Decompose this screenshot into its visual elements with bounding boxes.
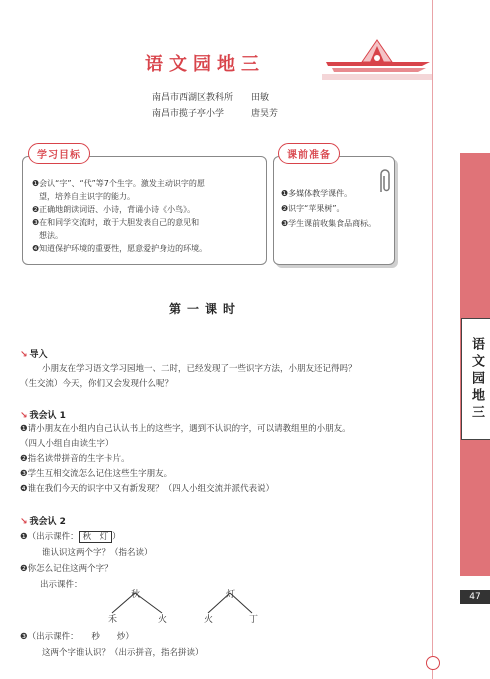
tree-char: 火	[158, 615, 168, 625]
intro-line: 小朋友在学习语文学习园地一、二时，已经发现了一些识字方法，小朋友还记得吗？	[42, 364, 357, 374]
section-heading-intro	[20, 347, 48, 360]
section-heading-text: 我会认 2	[29, 517, 66, 527]
s2-prefix: ❶（出示课件：	[20, 532, 79, 542]
arrow-icon: ↘	[20, 411, 28, 421]
tree-char: 灯	[226, 590, 236, 600]
s2-line-3: ❷你怎么记住这两个字？	[20, 564, 113, 574]
prep-item: ❷识字“苹果树”。	[281, 204, 345, 213]
goal-item: 望，培养自主识字的能力。	[39, 192, 135, 201]
s1-line: ❹谁在我们今天的识字中又有新发现？（四人小组交流并派代表说）	[20, 484, 275, 494]
section-heading-text: 导入	[29, 350, 48, 360]
side-tab-label: 语文园地三	[461, 318, 490, 440]
tree-char: 秋	[131, 590, 141, 600]
goal-item: ❸在和同学交流时，敢于大胆发表自己的意见和	[32, 218, 200, 227]
s2-line-1	[20, 530, 121, 544]
s2-suffix: ）	[112, 532, 121, 542]
s1-line: ❷指名读带拼音的生字卡片。	[20, 454, 130, 464]
section-heading-text: 我会认 1	[29, 411, 66, 421]
paperclip-icon	[375, 168, 393, 194]
s1-line: ❸学生互相交流怎么记住这些生字朋友。	[20, 469, 173, 479]
goal-item: ❹知道保护环境的重要性，愿意爱护身边的环境。	[32, 244, 208, 253]
arrow-icon: ↘	[20, 350, 28, 360]
section-heading-s1	[20, 408, 66, 421]
goal-item: ❷正确地朗读词语、小诗，背诵小诗《小鸟》。	[32, 205, 196, 214]
arrow-icon: ↘	[20, 517, 28, 527]
s1-line: （四人小组自由读生字）	[20, 439, 114, 449]
section-heading-s2	[20, 514, 66, 527]
tree-char: 丁	[249, 615, 259, 625]
margin-line	[432, 0, 433, 679]
s2-line-5: ❸（出示课件： 秒 炒）	[20, 632, 134, 642]
s1-line: ❶请小朋友在小组内自己认认书上的这些字，遇到不认识的字，可以请教组里的小朋友。	[20, 424, 351, 434]
author-line-2: 南昌市揽子亭小学 唐昊芳	[152, 109, 279, 119]
goal-item: 想法。	[39, 231, 63, 240]
s2-line-4: 出示课件：	[40, 580, 83, 590]
author-line-1: 南昌市西湖区教科所 田敏	[152, 93, 270, 103]
tree-char: 火	[204, 615, 214, 625]
margin-circle	[426, 656, 440, 670]
lesson-title: 第一课时	[168, 302, 241, 316]
page-number: 47	[460, 590, 490, 604]
prep-item: ❶多媒体教学课件。	[281, 189, 353, 198]
prep-item: ❸学生课前收集食品商标。	[281, 219, 377, 228]
intro-line: （生交流）今天，你们又会发现什么呢？	[20, 379, 174, 389]
tree-char: 禾	[108, 615, 118, 625]
s2-line-2: 谁认识这两个字？（指名读）	[42, 548, 153, 558]
goal-item: ❶会认“字”、“代”等7个生字。激发主动识字的愿	[32, 179, 205, 188]
char-box: 秋 灯	[79, 531, 113, 543]
page-title: 语文园地三	[145, 54, 265, 75]
s2-line-6: 这两个字谁认识？（出示拼音，指名拼读）	[42, 648, 204, 658]
goals-label: 学习目标	[28, 143, 90, 164]
prep-label: 课前准备	[278, 143, 340, 164]
